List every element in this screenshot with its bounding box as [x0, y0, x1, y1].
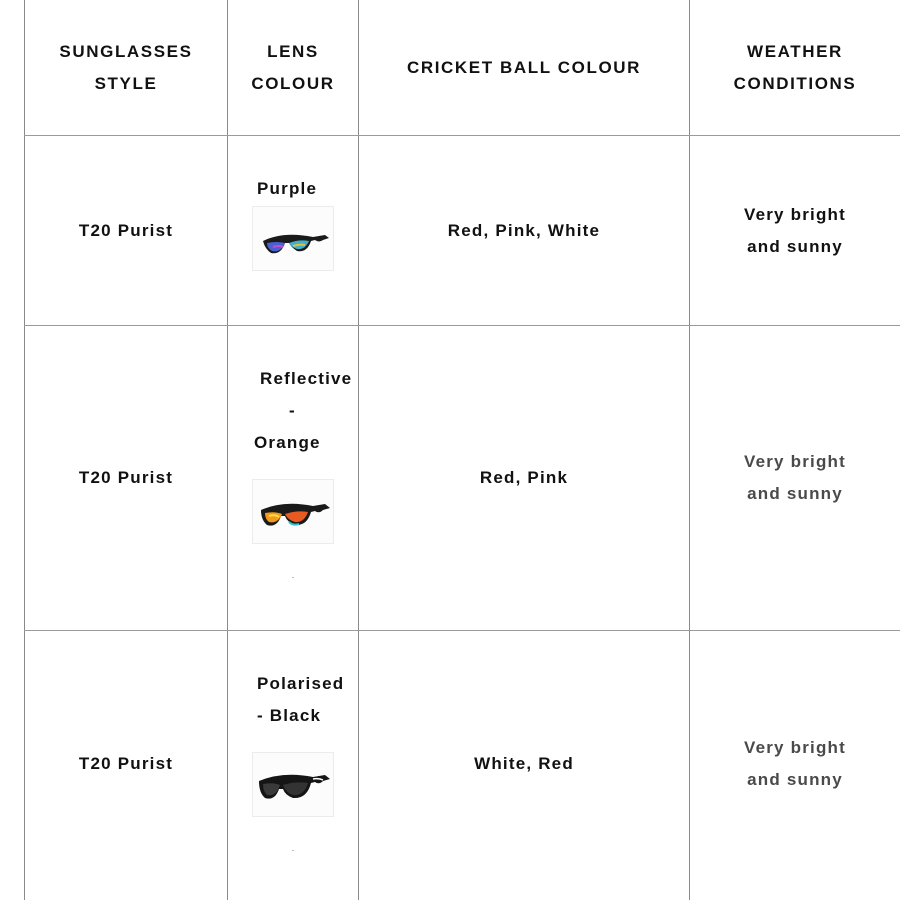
cell-text: Very bright [743, 204, 846, 224]
table-cell-lens [254, 363, 352, 459]
header-text: CRICKET BALL COLOUR [406, 57, 642, 77]
header-text: CONDITIONS [733, 73, 857, 93]
lens-label: Purple [257, 179, 318, 198]
table-cell-weather [690, 326, 900, 630]
header-text: STYLE [94, 73, 158, 93]
table-cell-style [25, 136, 227, 325]
table-cell-lens [257, 173, 317, 205]
cell-text: T20 Purist [78, 753, 174, 773]
table-cell-ball [359, 326, 689, 630]
table-cell-lens [257, 668, 344, 732]
lens-label: - [289, 401, 296, 420]
cell-text: T20 Purist [78, 220, 174, 240]
cell-text: Very bright [743, 452, 846, 471]
header-text: LENS [267, 41, 319, 61]
header-text: SUNGLASSES [59, 41, 193, 61]
table-cell-ball [359, 631, 689, 900]
header-text: COLOUR [251, 73, 335, 93]
table-cell-style [25, 631, 227, 900]
cell-text: Red, Pink, White [447, 220, 601, 240]
header-sunglasses-style [25, 0, 227, 135]
lens-label: - Black [257, 706, 322, 725]
table-cell-weather [690, 136, 900, 325]
header-weather-conditions [690, 0, 900, 135]
cell-text: and sunny [747, 769, 843, 789]
cell-text: and sunny [747, 484, 843, 503]
cell-text: Very bright [743, 737, 846, 757]
black-lens-sunglasses-icon [252, 752, 334, 817]
orange-lens-sunglasses-icon [252, 479, 334, 544]
separator-dot [292, 850, 294, 851]
table-cell-ball [359, 136, 689, 325]
cell-text: Red, Pink [479, 468, 569, 487]
header-lens-colour [228, 0, 358, 135]
lens-label: Orange [254, 433, 321, 452]
cell-text: and sunny [747, 236, 843, 256]
lens-label: Reflective [260, 369, 353, 388]
table-cell-style [25, 326, 227, 630]
lens-label: Polarised [257, 674, 345, 693]
header-text: WEATHER [747, 41, 843, 61]
separator-dot [292, 577, 294, 578]
header-cricket-ball-colour [359, 0, 689, 135]
table-cell-weather [690, 631, 900, 900]
cell-text: White, Red [474, 753, 574, 773]
purple-lens-sunglasses-icon [252, 206, 334, 271]
cell-text: T20 Purist [78, 468, 174, 487]
